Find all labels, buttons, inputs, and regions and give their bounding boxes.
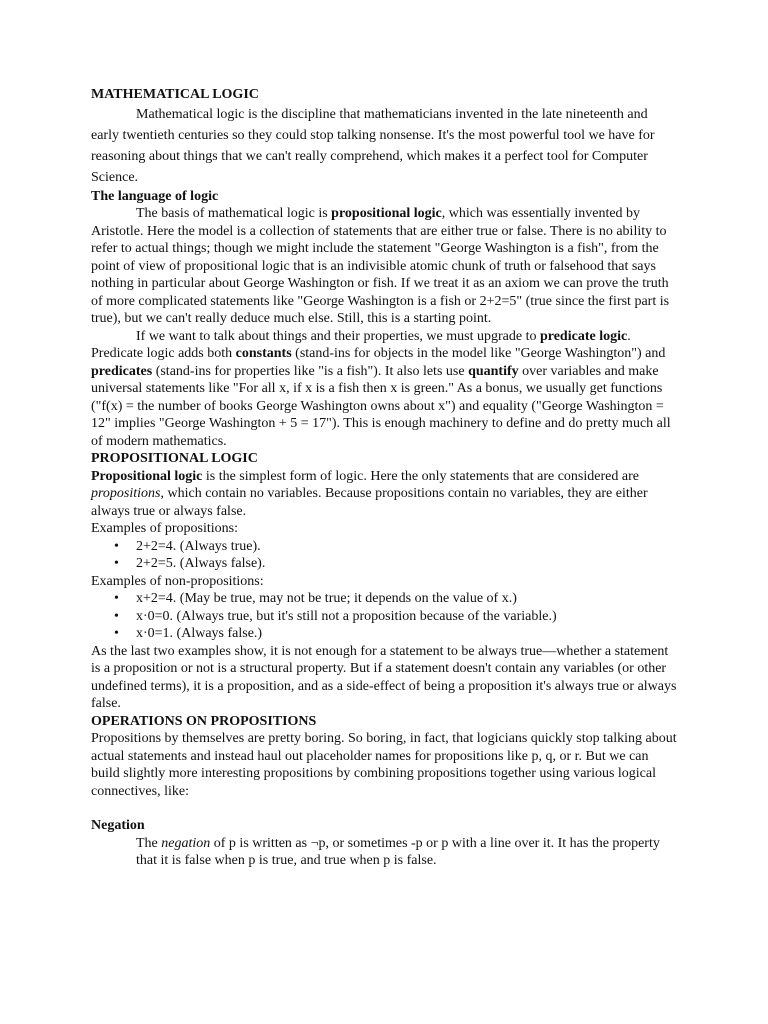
heading-mathematical-logic: MATHEMATICAL LOGIC [91, 87, 259, 102]
operations-paragraph: Propositions by themselves are pretty boring. So boring, in fact, that logicians quickly stop talking about actual statements and instead haul out placeholder names for propositions like p, q, or r. But we can build slightly more interesting propositions by combining propositions together using various logical connectives, like: [91, 731, 677, 799]
examples-heading: Examples of propositions: [91, 521, 238, 536]
intro-paragraph: Mathematical logic is the discipline that mathematicians invented in the late nineteenth and early twentieth centuries so they could stop talking nonsense. It's the most powerful tool we have for reasoning about things that we can't really comprehend, which makes it a perfect tool for Computer Science. [91, 106, 655, 185]
list-item: • x·0=1. (Always false.) [91, 625, 678, 643]
list-item: • 2+2=5. (Always false). [91, 555, 678, 573]
negation-paragraph [91, 835, 678, 870]
list-item: • x·0=0. (Always true, but it's still not a proposition because of the variable.) [91, 608, 678, 626]
spacer [91, 800, 678, 817]
term-propositional-logic: Propositional logic [91, 468, 203, 484]
language-paragraph-2 [91, 328, 678, 451]
heading-operations: OPERATIONS ON PROPOSITIONS [91, 713, 317, 729]
list-item: • x+2=4. (May be true, may not be true; it depends on the value of x.) [91, 590, 678, 608]
list-item: • 2+2=4. (Always true). [91, 538, 678, 556]
term-constants: constants [235, 346, 292, 361]
heading-propositional-logic: PROPOSITIONAL LOGIC [91, 451, 258, 466]
examples-list [91, 538, 678, 573]
after-examples-paragraph: As the last two examples show, it is not enough for a statement to be always true—whether a statement is a proposition or not is a structural property. But if a statement doesn't contain any variables (or other undefined terms), it is a proposition, and as a side-effect of being a proposition it's always true or always false. [91, 643, 677, 711]
text-run: . Predicate logic adds both [91, 328, 631, 361]
term-predicate-logic: predicate logic [539, 328, 628, 344]
document-page [91, 86, 678, 870]
text-run: , which was essentially invented by Aristotle. Here the model is a collection of statements that are either true or false. There is no ability to refer to actual things; though we might include the statement "George Washington is a fish", from the point of view of propositional logic that is an indivisible atomic chunk of truth or falsehood that says nothing in particular about George Washington or fish. If we treat it as an axiom we can prove the truth of more complicated statements like "George Washington is a fish or 2+2=5" (true since the first part is true), but we can't really deduce much else. Still, this is a starting point. [91, 206, 670, 326]
text-run: The [136, 835, 162, 851]
term-propositions: propositions [91, 486, 161, 501]
propositional-paragraph [91, 468, 678, 521]
term-quantify: quantify [468, 363, 519, 379]
heading-negation: Negation [91, 818, 145, 833]
text-run: The basis of mathematical logic is [136, 206, 332, 221]
language-paragraph-1 [91, 205, 678, 328]
text-run: (stand-ins for objects in the model like "George Washington") and [291, 346, 666, 361]
non-examples-list [91, 590, 678, 643]
text-run: , which contain no variables. Because propositions contain no variables, they are either always true or always false. [91, 486, 648, 519]
text-run: over variables and make universal statements like "For all x, if x is a fish then x is green." As a bonus, we usually get functions ("f(x) = the number of books George Washington owns about x") and equality ("George Washington = 12" implies "George Washington + 5 = 17"). This is enough machinery to define and do pretty much all of modern mathematics. [91, 363, 671, 449]
term-propositional-logic: propositional logic [331, 206, 442, 221]
text-run: is the simplest form of logic. Here the only statements that are considered are [202, 468, 639, 484]
term-negation: negation [161, 835, 211, 851]
text-run: If we want to talk about things and their properties, we must upgrade to [136, 328, 540, 344]
text-run: of p is written as ¬p, or sometimes -p or p with a line over it. It has the property that it is false when p is true, and true when p is false. [136, 835, 660, 868]
term-predicates: predicates [91, 363, 153, 379]
text-run: (stand-ins for properties like "is a fish"). It also lets use [152, 363, 469, 379]
non-examples-heading: Examples of non-propositions: [91, 573, 264, 589]
heading-language-of-logic: The language of logic [91, 188, 219, 204]
